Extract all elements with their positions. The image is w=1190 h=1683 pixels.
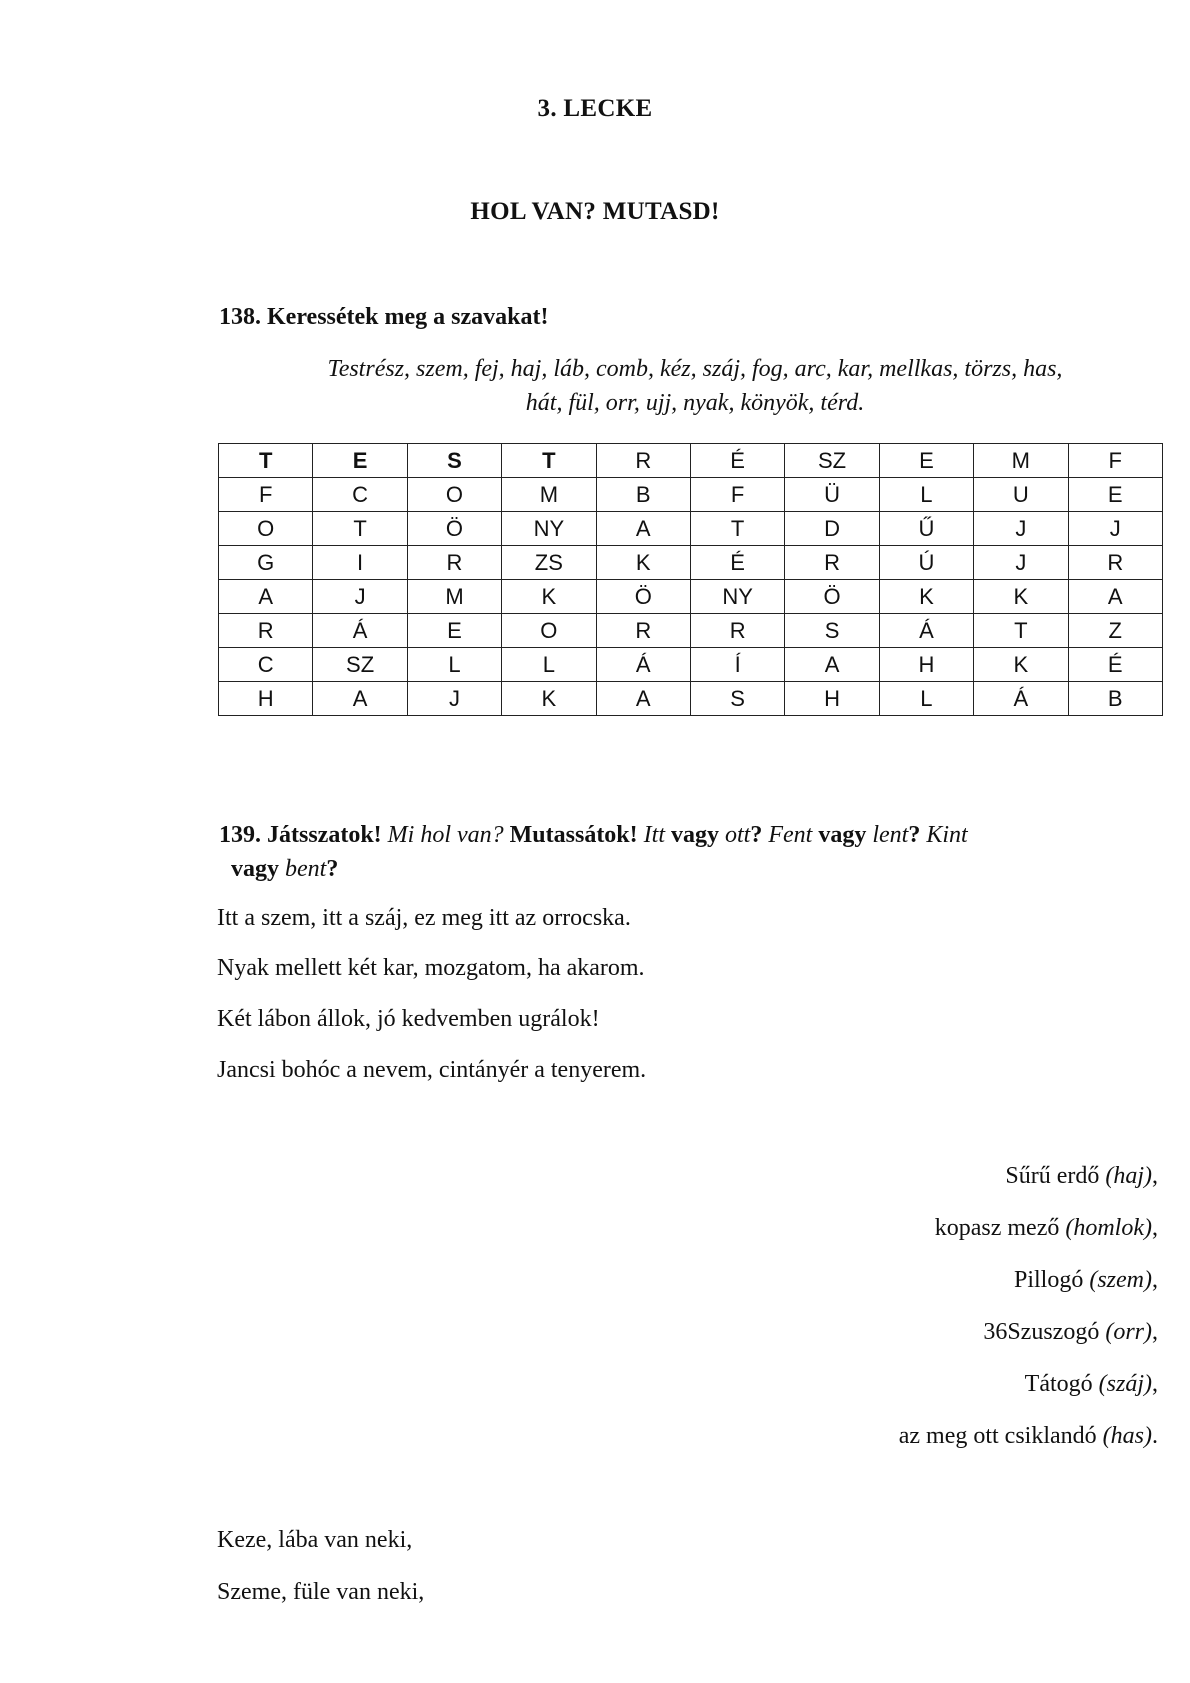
riddle-line-5: Tátogó (száj),: [1024, 1371, 1158, 1397]
grid-cell: T: [219, 444, 313, 478]
riddle-hint: (haj): [1105, 1163, 1152, 1189]
grid-cell: M: [502, 478, 596, 512]
word-vagy: vagy: [231, 856, 279, 882]
grid-cell: L: [502, 648, 596, 682]
question-mi-hol-van: Mi hol van?: [387, 822, 504, 848]
grid-cell: R: [407, 546, 501, 580]
word-vagy: vagy: [670, 822, 719, 848]
grid-cell: A: [1068, 580, 1162, 614]
grid-cell: K: [974, 648, 1068, 682]
grid-cell: A: [785, 648, 879, 682]
grid-cell: Z: [1068, 614, 1162, 648]
grid-cell: U: [974, 478, 1068, 512]
grid-cell: B: [596, 478, 690, 512]
grid-cell: K: [596, 546, 690, 580]
grid-cell: K: [502, 682, 596, 716]
grid-cell: E: [1068, 478, 1162, 512]
grid-cell: Ü: [785, 478, 879, 512]
grid-cell: S: [407, 444, 501, 478]
grid-cell: J: [974, 546, 1068, 580]
grid-cell: C: [219, 648, 313, 682]
word-lent: lent: [872, 822, 909, 848]
grid-cell: M: [974, 444, 1068, 478]
grid-cell: J: [313, 580, 407, 614]
grid-cell: A: [596, 512, 690, 546]
grid-row: [219, 648, 1163, 682]
grid-row: [219, 614, 1163, 648]
grid-cell: E: [879, 444, 973, 478]
riddle-hint: (has): [1102, 1423, 1152, 1449]
riddle-hint: (szem): [1089, 1267, 1152, 1293]
poem2-line-2: Szeme, füle van neki,: [217, 1579, 425, 1605]
word-ott: ott: [724, 822, 751, 848]
grid-cell: J: [974, 512, 1068, 546]
grid-row: [219, 512, 1163, 546]
word-fent: Fent: [768, 822, 813, 848]
grid-cell: Ö: [596, 580, 690, 614]
grid-cell: O: [502, 614, 596, 648]
word-list-line-2: hát, fül, orr, ujj, nyak, könyök, térd.: [525, 390, 865, 416]
grid-cell: Á: [879, 614, 973, 648]
grid-cell: T: [502, 444, 596, 478]
grid-cell: H: [785, 682, 879, 716]
word-itt: Itt: [643, 822, 665, 848]
grid-row: [219, 478, 1163, 512]
question-mark: ?: [908, 822, 921, 848]
grid-cell: K: [974, 580, 1068, 614]
grid-cell: B: [1068, 682, 1162, 716]
grid-cell: É: [690, 546, 784, 580]
grid-cell: K: [879, 580, 973, 614]
grid-cell: L: [879, 682, 973, 716]
grid-cell: É: [690, 444, 784, 478]
instruction-mutassatok: Mutassátok!: [509, 822, 638, 848]
grid-cell: J: [1068, 512, 1162, 546]
grid-cell: E: [313, 444, 407, 478]
grid-cell: A: [219, 580, 313, 614]
grid-cell: NY: [690, 580, 784, 614]
grid-row: [219, 444, 1163, 478]
grid-cell: E: [407, 614, 501, 648]
grid-cell: S: [690, 682, 784, 716]
riddle-line-3: Pillogó (szem),: [1013, 1267, 1158, 1293]
grid-cell: R: [596, 444, 690, 478]
grid-cell: J: [407, 682, 501, 716]
poem-line-2: Nyak mellett két kar, mozgatom, ha akarom.: [217, 955, 645, 981]
word-bent: bent: [285, 856, 327, 882]
riddle-line-6: az meg ott csiklandó (has).: [898, 1423, 1158, 1449]
grid-cell: L: [407, 648, 501, 682]
question-mark: ?: [326, 856, 339, 882]
grid-cell: Ű: [879, 512, 973, 546]
poem-line-3: Két lábon állok, jó kedvemben ugrálok!: [217, 1006, 600, 1032]
grid-cell: F: [1068, 444, 1162, 478]
grid-cell: F: [690, 478, 784, 512]
poem-line-1: Itt a szem, itt a száj, ez meg itt az orrocska.: [217, 905, 631, 931]
grid-cell: T: [690, 512, 784, 546]
page-title: HOL VAN? MUTASD!: [470, 198, 720, 225]
grid-cell: F: [219, 478, 313, 512]
riddle-hint: (orr): [1105, 1319, 1152, 1345]
grid-cell: L: [879, 478, 973, 512]
lesson-number: 3. LECKE: [537, 95, 653, 122]
grid-cell: Á: [974, 682, 1068, 716]
grid-cell: R: [785, 546, 879, 580]
word-kint: Kint: [926, 822, 968, 848]
poem2-line-1: Keze, lába van neki,: [217, 1527, 413, 1553]
grid-row: [219, 546, 1163, 580]
grid-cell: Á: [313, 614, 407, 648]
riddle-line-4: 36Szuszogó (orr),: [983, 1319, 1158, 1345]
grid-cell: R: [219, 614, 313, 648]
riddle-hint: (száj): [1098, 1371, 1152, 1397]
grid-cell: NY: [502, 512, 596, 546]
riddle-line-1: Sűrű erdő (haj),: [1005, 1163, 1158, 1189]
grid-cell: K: [502, 580, 596, 614]
grid-cell: G: [219, 546, 313, 580]
grid-cell: Á: [596, 648, 690, 682]
riddle-line-2: kopasz mező (homlok),: [934, 1215, 1158, 1241]
exercise-139-heading: [219, 818, 1159, 886]
grid-cell: SZ: [785, 444, 879, 478]
grid-cell: R: [596, 614, 690, 648]
grid-cell: R: [1068, 546, 1162, 580]
word-vagy: vagy: [818, 822, 867, 848]
exercise-138-heading: 138. Keressétek meg a szavakat!: [219, 304, 549, 330]
word-list: [230, 352, 1160, 420]
grid-cell: O: [219, 512, 313, 546]
grid-cell: H: [219, 682, 313, 716]
grid-cell: É: [1068, 648, 1162, 682]
exercise-139-number: 139. Játsszatok!: [219, 822, 382, 848]
grid-cell: H: [879, 648, 973, 682]
riddle-hint: (homlok): [1065, 1215, 1152, 1241]
grid-row: [219, 682, 1163, 716]
grid-cell: C: [313, 478, 407, 512]
grid-cell: T: [313, 512, 407, 546]
grid-cell: S: [785, 614, 879, 648]
grid-cell: T: [974, 614, 1068, 648]
grid-cell: R: [690, 614, 784, 648]
grid-cell: O: [407, 478, 501, 512]
grid-cell: Ö: [407, 512, 501, 546]
grid-cell: I: [313, 546, 407, 580]
word-list-line-1: Testrész, szem, fej, haj, láb, comb, kéz, száj, fog, arc, kar, mellkas, törzs, has,: [327, 356, 1063, 382]
word-search-grid: [218, 443, 1163, 716]
grid-cell: A: [596, 682, 690, 716]
grid-cell: SZ: [313, 648, 407, 682]
grid-cell: Ö: [785, 580, 879, 614]
grid-cell: A: [313, 682, 407, 716]
grid-cell: ZS: [502, 546, 596, 580]
grid-row: [219, 580, 1163, 614]
grid-cell: Ú: [879, 546, 973, 580]
grid-cell: D: [785, 512, 879, 546]
poem-line-4: Jancsi bohóc a nevem, cintányér a tenyerem.: [217, 1057, 647, 1083]
question-mark: ?: [750, 822, 763, 848]
grid-cell: Í: [690, 648, 784, 682]
grid-cell: M: [407, 580, 501, 614]
